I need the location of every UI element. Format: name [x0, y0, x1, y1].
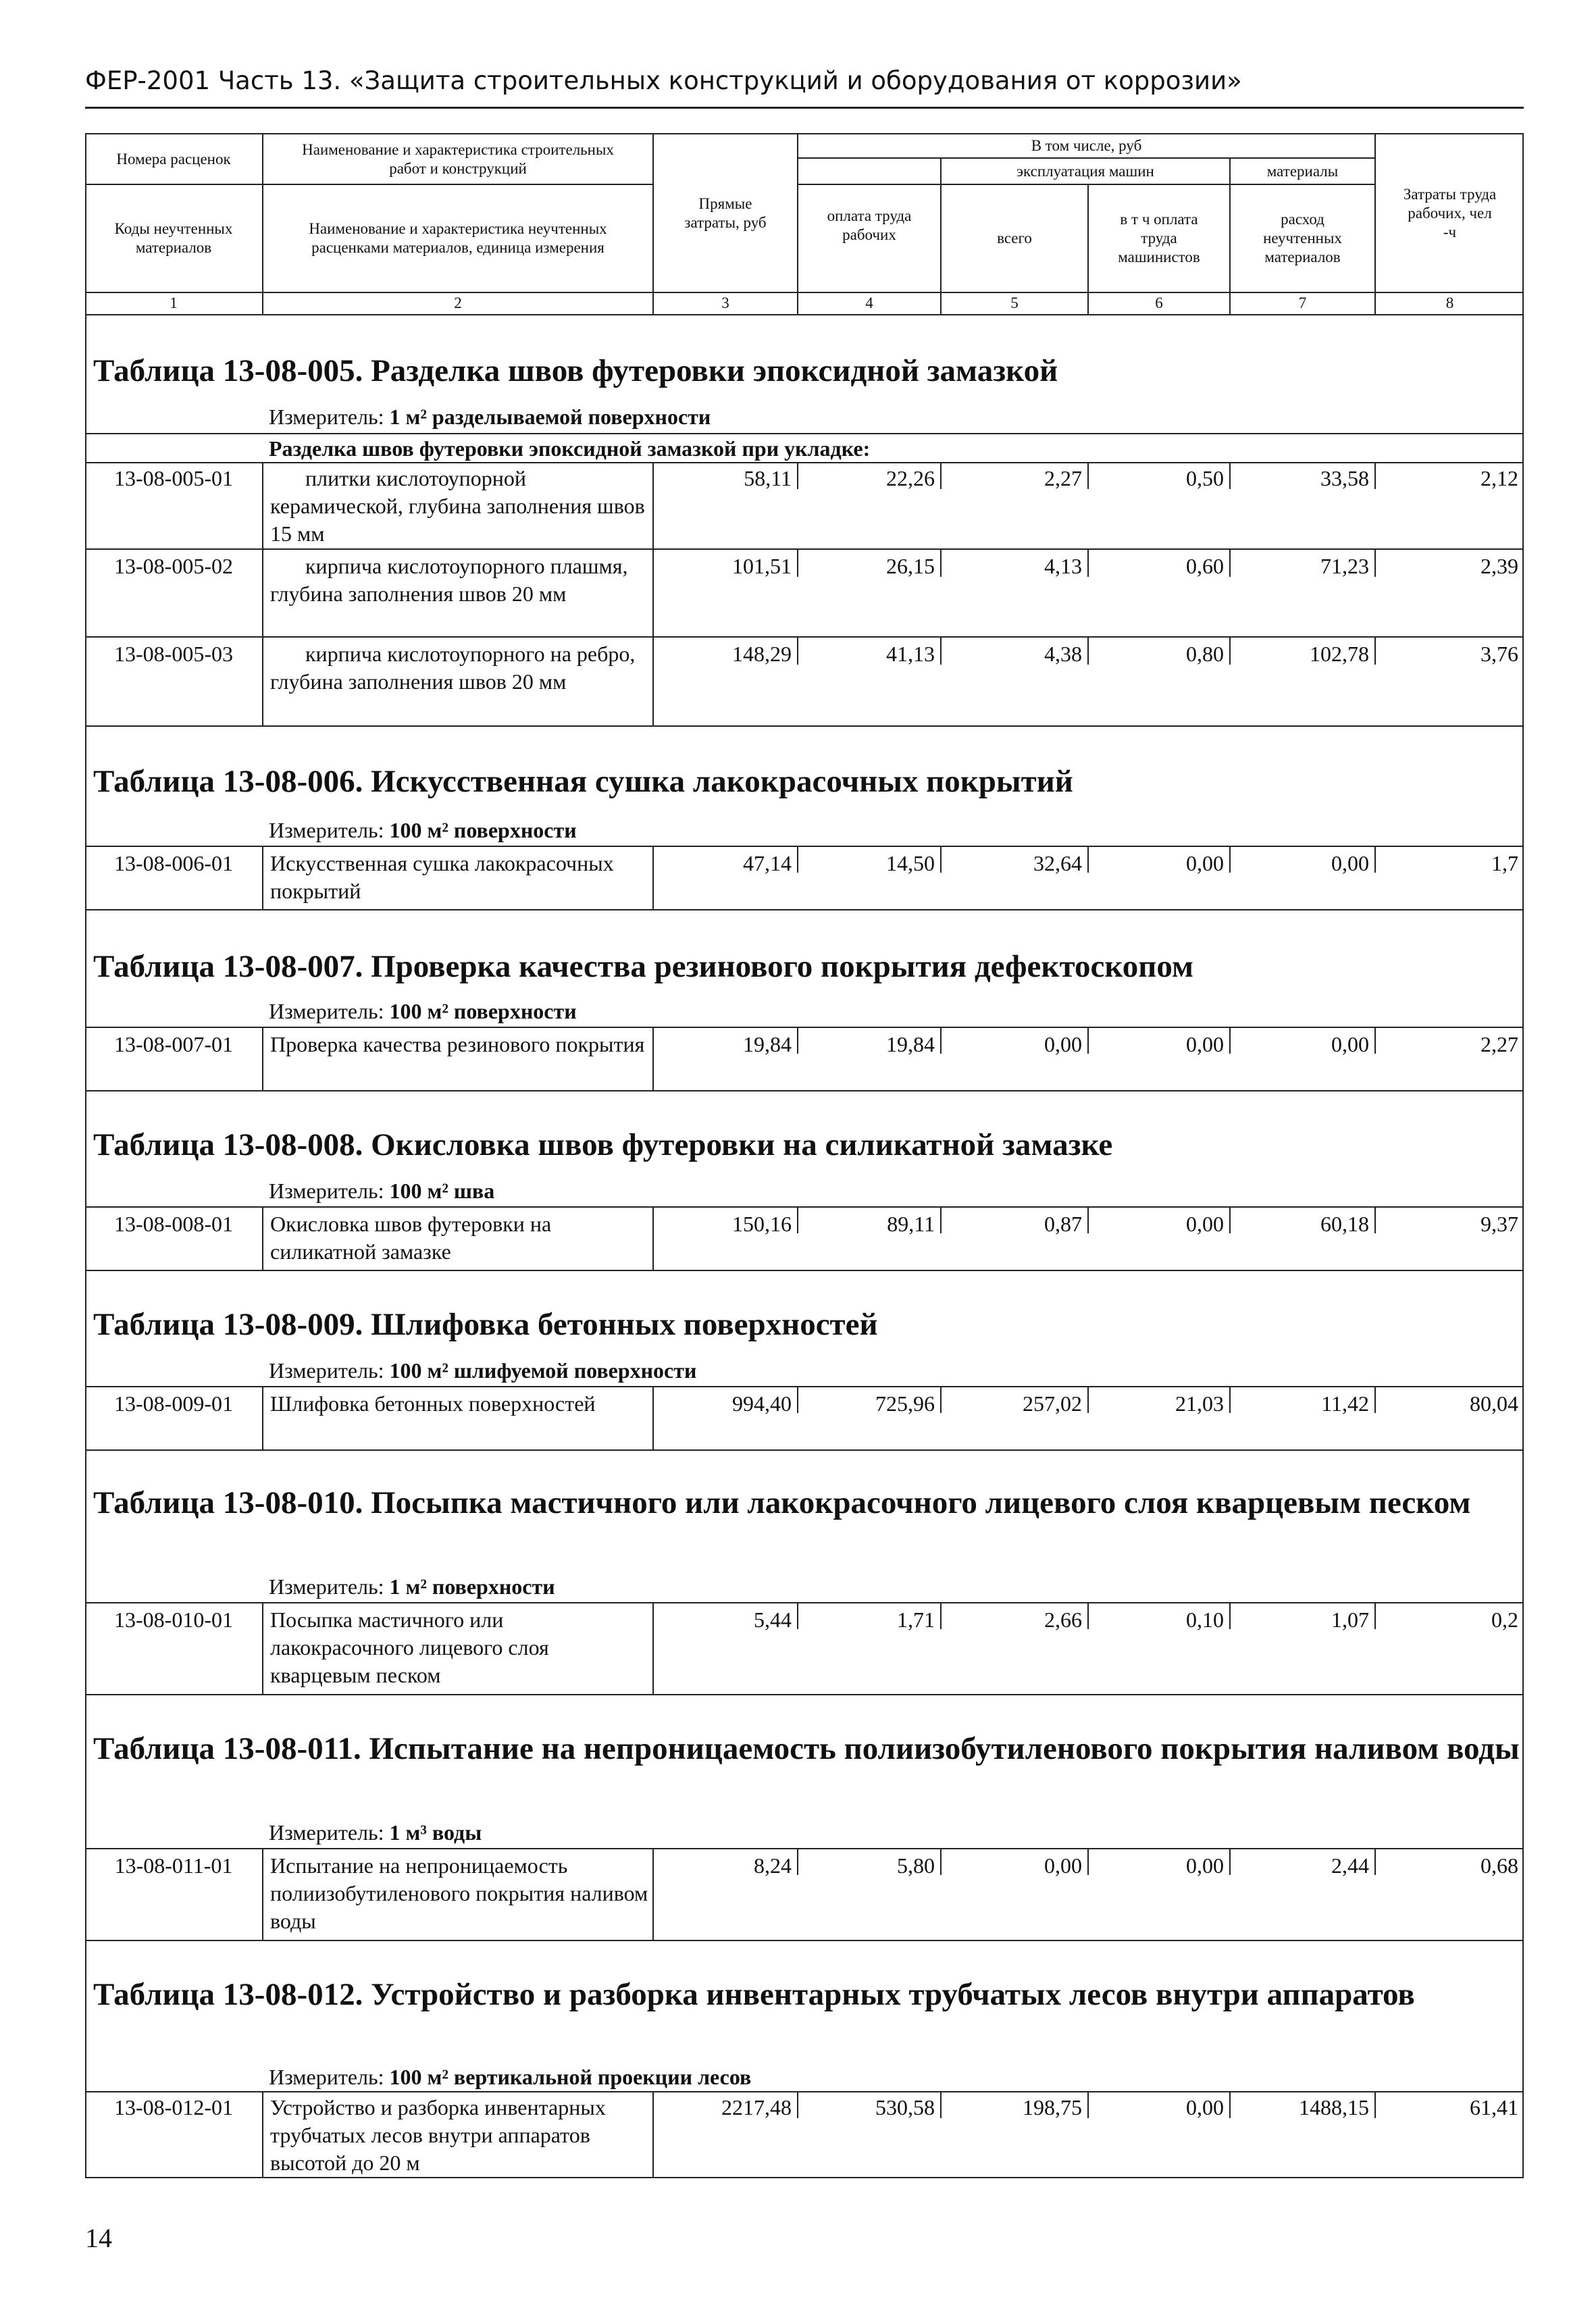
meter — [269, 404, 711, 430]
row-rule — [85, 433, 1524, 434]
table-title — [93, 1125, 1518, 1164]
column-rule — [262, 2091, 263, 2178]
row-name: Устройство и разборка инвентарных трубчатых лесов внутри аппаратов высотой до 20 м — [270, 2095, 606, 2175]
row-code: 13-08-009-01 — [114, 1391, 233, 1416]
row-rule — [85, 636, 1524, 638]
meter-value: 1 м³ воды — [389, 1820, 482, 1845]
meter-label: Измеритель: — [269, 1179, 384, 1203]
meter-label: Измеритель: — [269, 818, 384, 842]
table-name: Проверка качества резинового покрытия дефектоскопом — [371, 949, 1193, 984]
table-title — [93, 1975, 1596, 2014]
row-machine-total: 4,13 — [1044, 554, 1082, 578]
row-rule — [85, 1206, 1524, 1208]
meter — [269, 2064, 751, 2090]
row-labor-pay: 530,58 — [875, 2095, 935, 2119]
meter — [269, 1178, 494, 1204]
meter — [269, 817, 577, 843]
table-name: Окисловка швов футеровки на силикатной замазке — [371, 1127, 1113, 1162]
row-machine-total: 257,02 — [1023, 1391, 1082, 1416]
row-rule — [85, 1449, 1524, 1451]
row-rule — [85, 909, 1524, 910]
table-number: Таблица 13-08-012. — [93, 1977, 363, 2012]
header-codes-bottom: Коды неучтенных материалов — [114, 220, 233, 256]
table-title — [93, 1483, 1596, 1522]
row-labor-pay: 1,71 — [897, 1608, 935, 1632]
row-labor-hours: 9,37 — [1481, 1212, 1518, 1236]
row-rule — [85, 548, 1524, 550]
row-name: кирпича кислотоупорного на ребро, глубина заполнения швов 20 мм — [270, 642, 636, 694]
row-machine-labor: 0,00 — [1186, 1853, 1224, 1878]
row-direct-costs: 47,14 — [743, 851, 792, 875]
row-materials: 33,58 — [1320, 466, 1369, 490]
row-machine-labor: 0,00 — [1186, 1212, 1224, 1236]
column-rule — [262, 462, 263, 725]
row-rule — [85, 1602, 1524, 1603]
meter — [269, 1820, 482, 1845]
row-machine-labor: 0,00 — [1186, 2095, 1224, 2119]
row-machine-labor: 0,60 — [1186, 554, 1224, 578]
row-machine-total: 198,75 — [1023, 2095, 1082, 2119]
row-materials: 11,42 — [1321, 1391, 1369, 1416]
row-direct-costs: 58,11 — [744, 466, 792, 490]
row-machine-labor: 0,00 — [1186, 851, 1224, 875]
row-labor-pay: 14,50 — [886, 851, 935, 875]
row-labor-hours: 61,41 — [1470, 2095, 1518, 2119]
row-machine-labor: 0,50 — [1186, 466, 1224, 490]
row-machine-total: 0,00 — [1044, 1032, 1082, 1056]
column-rule — [262, 1386, 263, 1449]
row-rule — [85, 462, 1524, 463]
meter-value: 100 м² поверхности — [389, 818, 577, 842]
row-direct-costs: 19,84 — [743, 1032, 792, 1056]
header-materials-consumption: расход неучтенных материалов — [1263, 211, 1342, 265]
header-codes-top: Номера расценок — [116, 150, 231, 168]
row-labor-pay: 41,13 — [886, 642, 935, 666]
row-rule — [85, 725, 1524, 727]
row-machine-labor: 0,80 — [1186, 642, 1224, 666]
row-machine-total: 0,00 — [1044, 1853, 1082, 1878]
table-name: Искусственная сушка лакокрасочных покрытий — [371, 764, 1073, 799]
row-rule — [85, 1386, 1524, 1387]
row-labor-hours: 2,27 — [1481, 1032, 1518, 1056]
table-name: Устройство и разборка инвентарных трубчатых лесов внутри аппаратов — [371, 1977, 1415, 2012]
row-direct-costs: 994,40 — [732, 1391, 792, 1416]
row-materials: 0,00 — [1331, 851, 1369, 875]
row-machine-total: 2,66 — [1044, 1608, 1082, 1632]
header-machine-labor: в т ч оплата труда машинистов — [1118, 211, 1200, 265]
row-direct-costs: 5,44 — [754, 1608, 792, 1632]
column-rule — [262, 1027, 263, 1090]
column-number: 3 — [721, 294, 729, 311]
row-materials: 0,00 — [1331, 1032, 1369, 1056]
row-labor-hours: 80,04 — [1470, 1391, 1518, 1416]
header-names-bottom: Наименование и характеристика неучтенных расценками материалов, единица измерения — [309, 220, 607, 256]
meter-label: Измеритель: — [269, 405, 384, 429]
header-rule — [85, 107, 1524, 109]
column-number: 8 — [1445, 294, 1454, 311]
column-rule — [262, 1206, 263, 1270]
table-title — [93, 351, 1518, 390]
row-labor-hours: 0,2 — [1491, 1608, 1518, 1632]
header-names-top: Наименование и характеристика строительных работ и конструкций — [302, 140, 614, 177]
row-name: Испытание на непроницаемость полиизобутиленового покрытия наливом воды — [270, 1853, 648, 1933]
meter-value: 1 м² разделываемой поверхности — [389, 405, 711, 429]
column-rule — [262, 1848, 263, 1940]
page-number: 14 — [85, 2223, 112, 2253]
table-title — [93, 1305, 1518, 1344]
row-code: 13-08-005-02 — [114, 554, 233, 578]
meter-value: 100 м² шва — [389, 1179, 495, 1203]
table-title — [93, 1729, 1596, 1768]
meter-value: 100 м² шлифуемой поверхности — [389, 1358, 697, 1383]
row-machine-total: 2,27 — [1044, 466, 1082, 490]
header-materials: материалы — [1266, 162, 1339, 180]
row-direct-costs: 2217,48 — [721, 2095, 792, 2119]
table-name: Разделка швов футеровки эпоксидной замазкой — [371, 353, 1058, 388]
row-labor-hours: 3,76 — [1481, 642, 1518, 666]
header-machine-operation: эксплуатация машин — [1016, 162, 1154, 180]
row-rule — [85, 846, 1524, 847]
row-materials: 102,78 — [1310, 642, 1369, 666]
row-code: 13-08-010-01 — [114, 1608, 233, 1632]
row-rule — [85, 1940, 1524, 1941]
row-machine-total: 0,87 — [1044, 1212, 1082, 1236]
header-including: В том числе, руб — [1031, 137, 1142, 154]
row-name: Искусственная сушка лакокрасочных покрытий — [270, 851, 614, 903]
row-rule — [85, 1090, 1524, 1091]
row-machine-labor: 21,03 — [1175, 1391, 1224, 1416]
row-name: Посыпка мастичного или лакокрасочного лицевого слоя кварцевым песком — [270, 1608, 549, 1687]
row-materials: 71,23 — [1320, 554, 1369, 578]
row-labor-pay: 725,96 — [875, 1391, 935, 1416]
meter — [269, 1574, 555, 1599]
table-name: Посыпка мастичного или лакокрасочного лицевого слоя кварцевым песком — [371, 1485, 1471, 1520]
meter-label: Измеритель: — [269, 1358, 384, 1383]
row-labor-pay: 5,80 — [897, 1853, 935, 1878]
table-number: Таблица 13-08-009. — [93, 1307, 363, 1342]
meter-label: Измеритель: — [269, 1574, 384, 1599]
meter-label: Измеритель: — [269, 2065, 384, 2089]
column-number: 1 — [170, 294, 178, 311]
table-title — [93, 947, 1518, 986]
column-number: 7 — [1298, 294, 1307, 311]
row-code: 13-08-006-01 — [114, 851, 233, 875]
row-rule — [85, 1027, 1524, 1028]
row-labor-hours: 1,7 — [1491, 851, 1518, 875]
meter-label: Измеритель: — [269, 999, 384, 1023]
row-materials: 2,44 — [1331, 1853, 1369, 1878]
meter — [269, 998, 577, 1024]
table-number: Таблица 13-08-007. — [93, 949, 363, 984]
header-machine-total: всего — [997, 230, 1032, 247]
table-number: Таблица 13-08-010. — [93, 1485, 363, 1520]
row-direct-costs: 148,29 — [732, 642, 792, 666]
row-machine-labor: 0,10 — [1186, 1608, 1224, 1632]
table-number: Таблица 13-08-011. — [93, 1731, 361, 1766]
header-direct-costs: Прямые затраты, руб — [684, 195, 767, 231]
row-labor-hours: 0,68 — [1481, 1853, 1518, 1878]
row-code: 13-08-005-01 — [114, 466, 233, 490]
column-number: 4 — [865, 294, 873, 311]
row-labor-pay: 22,26 — [886, 466, 935, 490]
meter-value: 100 м² поверхности — [389, 999, 577, 1023]
table-number: Таблица 13-08-006. — [93, 764, 363, 799]
column-number: 2 — [454, 294, 462, 311]
row-labor-pay: 26,15 — [886, 554, 935, 578]
header-labor-pay: оплата труда рабочих — [827, 207, 912, 243]
row-labor-hours: 2,39 — [1481, 554, 1518, 578]
row-labor-hours: 2,12 — [1481, 466, 1518, 490]
row-materials: 60,18 — [1320, 1212, 1369, 1236]
meter — [269, 1358, 696, 1383]
table-number: Таблица 13-08-005. — [93, 353, 363, 388]
column-number: 5 — [1010, 294, 1019, 311]
row-name: Шлифовка бетонных поверхностей — [270, 1391, 596, 1416]
row-direct-costs: 101,51 — [732, 554, 792, 578]
row-rule — [85, 1270, 1524, 1271]
column-rule — [262, 1602, 263, 1694]
column-rule — [652, 462, 654, 725]
row-code: 13-08-005-03 — [114, 642, 233, 666]
row-name: кирпича кислотоупорного плашмя, глубина заполнения швов 20 мм — [270, 554, 628, 606]
row-machine-total: 32,64 — [1033, 851, 1082, 875]
table-name: Шлифовка бетонных поверхностей — [371, 1307, 878, 1342]
row-name: Окисловка швов футеровки на силикатной замазке — [270, 1212, 552, 1264]
table-number: Таблица 13-08-008. — [93, 1127, 363, 1162]
meter-value: 100 м² вертикальной проекции лесов — [389, 2065, 752, 2089]
meter-label: Измеритель: — [269, 1820, 384, 1845]
column-rule — [262, 846, 263, 909]
row-name: Проверка качества резинового покрытия — [270, 1032, 645, 1056]
row-labor-pay: 19,84 — [886, 1032, 935, 1056]
running-header: ФЕР-2001 Часть 13. «Защита строительных конструкций и оборудования от коррозии» — [85, 66, 1242, 95]
meter-value: 1 м² поверхности — [389, 1574, 555, 1599]
row-code: 13-08-007-01 — [114, 1032, 233, 1056]
table-name: Испытание на непроницаемость полиизобутиленового покрытия наливом воды — [369, 1731, 1520, 1766]
row-machine-total: 4,38 — [1044, 642, 1082, 666]
row-name: плитки кислотоупорной керамической, глубина заполнения швов 15 мм — [270, 466, 645, 546]
header-labor-costs: Затраты труда рабочих, чел -ч — [1403, 185, 1497, 240]
row-machine-labor: 0,00 — [1186, 1032, 1224, 1056]
row-direct-costs: 8,24 — [754, 1853, 792, 1878]
row-code: 13-08-008-01 — [114, 1212, 233, 1236]
row-direct-costs: 150,16 — [732, 1212, 792, 1236]
row-materials: 1,07 — [1331, 1608, 1369, 1632]
sub-header: Разделка швов футеровки эпоксидной замазкой при укладке: — [269, 436, 871, 461]
row-code: 13-08-011-01 — [114, 1853, 233, 1878]
row-materials: 1488,15 — [1299, 2095, 1369, 2119]
column-number: 6 — [1155, 294, 1163, 311]
table-title — [93, 762, 1518, 801]
row-labor-pay: 89,11 — [887, 1212, 935, 1236]
row-rule — [85, 1694, 1524, 1695]
row-code: 13-08-012-01 — [114, 2095, 233, 2119]
row-rule — [85, 1848, 1524, 1849]
row-rule — [85, 2091, 1524, 2092]
